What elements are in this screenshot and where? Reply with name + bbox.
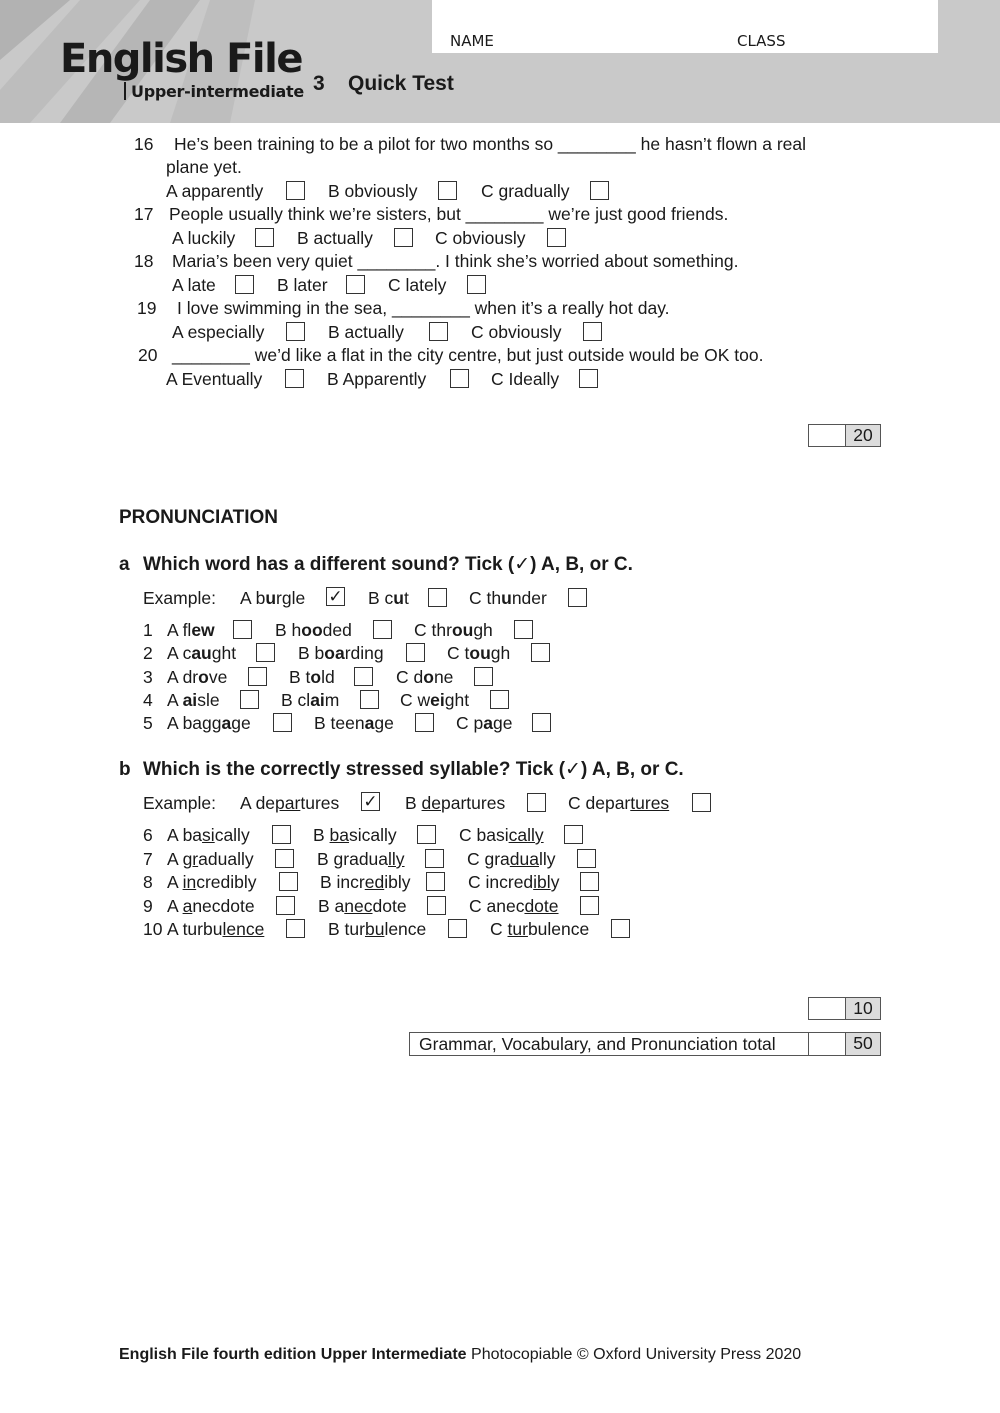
answer-checkbox[interactable]	[255, 228, 274, 247]
item-number: 7	[143, 849, 153, 869]
level-label: Upper-intermediate	[131, 82, 304, 101]
answer-checkbox[interactable]	[448, 919, 467, 938]
option-c: C turbulence	[490, 919, 590, 939]
answer-checkbox[interactable]	[286, 322, 305, 341]
item-number: 8	[143, 872, 153, 892]
answer-checkbox[interactable]	[564, 825, 583, 844]
option-b: B hooded	[275, 620, 352, 640]
option-b: B teenage	[314, 713, 394, 733]
option-label: B later	[277, 275, 328, 295]
question-number: 20	[138, 345, 158, 365]
total-score-box	[808, 1032, 881, 1056]
score-max: 20	[846, 425, 880, 446]
answer-checkbox[interactable]	[579, 369, 598, 388]
example-label: Example:	[143, 588, 216, 608]
question-number: 17	[134, 204, 154, 224]
item-number: 5	[143, 713, 153, 733]
vocab-score-box	[808, 424, 881, 447]
page-footer: English File fourth edition Upper Intermediate Photocopiable © Oxford University Press 2020	[119, 1346, 802, 1363]
part-a-letter: a	[119, 554, 130, 575]
answer-checkbox[interactable]	[514, 620, 533, 639]
item-number: 2	[143, 643, 153, 663]
answer-checkbox[interactable]	[438, 181, 457, 200]
option-b: B anecdote	[318, 896, 407, 916]
answer-checkbox[interactable]	[373, 620, 392, 639]
item-number: 3	[143, 667, 153, 687]
question-text: He’s been training to be a pilot for two months so ________ he hasn’t flown a real	[174, 134, 807, 154]
answer-checkbox[interactable]	[272, 825, 291, 844]
example-option-a: A burgle	[240, 588, 306, 608]
question-text: ________ we’d like a flat in the city centre, but just outside would be OK too.	[172, 345, 764, 365]
item-number: 9	[143, 896, 153, 916]
answer-checkbox[interactable]	[286, 919, 305, 938]
example-label: Example:	[143, 793, 216, 813]
option-b: B turbulence	[328, 919, 427, 939]
option-c: C weight	[400, 690, 470, 710]
option-a: A flew	[167, 620, 215, 640]
option-b: B gradually	[317, 849, 405, 869]
answer-checkbox[interactable]	[233, 620, 252, 639]
example-checkbox[interactable]	[428, 588, 447, 607]
answer-checkbox[interactable]	[417, 825, 436, 844]
answer-checkbox[interactable]	[235, 275, 254, 294]
pronunciation-score-box	[808, 997, 881, 1020]
answer-checkbox[interactable]	[590, 181, 609, 200]
score-input-cell[interactable]	[809, 1033, 846, 1055]
option-b: B claim	[281, 690, 340, 710]
option-b: B boarding	[298, 643, 384, 663]
option-label: A especially	[172, 322, 265, 342]
example-checkbox[interactable]	[568, 588, 587, 607]
answer-checkbox[interactable]	[394, 228, 413, 247]
score-input-cell[interactable]	[809, 998, 846, 1019]
item-number: 1	[143, 620, 153, 640]
answer-checkbox[interactable]	[450, 369, 469, 388]
answer-checkbox[interactable]	[583, 322, 602, 341]
example-checkbox[interactable]	[692, 793, 711, 812]
item-number: 6	[143, 825, 153, 845]
option-label: A luckily	[172, 228, 236, 248]
question-text: plane yet.	[166, 157, 242, 177]
option-a: A caught	[167, 643, 237, 663]
example-option-c: C departures	[568, 793, 670, 813]
option-label: A apparently	[166, 181, 264, 201]
option-a: A incredibly	[167, 872, 257, 892]
option-b: B told	[289, 667, 335, 687]
answer-checkbox[interactable]	[531, 643, 550, 662]
answer-checkbox[interactable]	[240, 690, 259, 709]
example-option-a: A departures	[240, 793, 340, 813]
answer-checkbox[interactable]	[256, 643, 275, 662]
option-c: C through	[414, 620, 493, 640]
item-number: 4	[143, 690, 153, 710]
unit-number: 3	[313, 72, 325, 95]
answer-checkbox[interactable]	[248, 667, 267, 686]
test-title: Quick Test	[348, 72, 454, 95]
option-a: A basically	[167, 825, 250, 845]
score-max: 10	[846, 998, 880, 1019]
example-checkbox-ticked[interactable]: ✓	[361, 792, 380, 811]
option-c: C incredibly	[468, 872, 560, 892]
option-b: B incredibly	[320, 872, 411, 892]
name-field-label: NAME	[450, 32, 494, 50]
option-c: C anecdote	[469, 896, 559, 916]
answer-checkbox[interactable]	[611, 919, 630, 938]
option-label: B actually	[297, 228, 373, 248]
question-text: People usually think we’re sisters, but ________ we’re just good friends.	[169, 204, 729, 224]
option-label: B Apparently	[327, 369, 427, 389]
answer-checkbox[interactable]	[279, 872, 298, 891]
class-field-label: CLASS	[737, 32, 786, 50]
answer-checkbox[interactable]	[532, 713, 551, 732]
option-a: A turbulence	[167, 919, 265, 939]
score-input-cell[interactable]	[809, 425, 846, 446]
option-c: C basically	[459, 825, 544, 845]
option-c: C page	[456, 713, 513, 733]
answer-checkbox[interactable]	[354, 667, 373, 686]
answer-checkbox[interactable]	[360, 690, 379, 709]
answer-checkbox[interactable]	[285, 369, 304, 388]
answer-checkbox[interactable]	[406, 643, 425, 662]
name-class-box	[432, 0, 938, 53]
answer-checkbox[interactable]	[429, 322, 448, 341]
option-label: A late	[172, 275, 216, 295]
option-label: A Eventually	[166, 369, 263, 389]
option-a: A gradually	[167, 849, 254, 869]
question-number: 19	[137, 298, 157, 318]
part-b-letter: b	[119, 759, 131, 780]
logo-divider	[124, 82, 126, 100]
page-header	[0, 0, 1000, 123]
option-label: C obviously	[471, 322, 562, 342]
answer-checkbox[interactable]	[286, 181, 305, 200]
option-label: B actually	[328, 322, 404, 342]
answer-checkbox[interactable]	[346, 275, 365, 294]
answer-checkbox[interactable]	[276, 896, 295, 915]
option-label: C Ideally	[491, 369, 560, 389]
answer-checkbox[interactable]	[426, 872, 445, 891]
example-checkbox[interactable]	[527, 793, 546, 812]
example-checkbox-ticked[interactable]: ✓	[326, 587, 345, 606]
answer-checkbox[interactable]	[467, 275, 486, 294]
answer-checkbox[interactable]	[275, 849, 294, 868]
answer-checkbox[interactable]	[273, 713, 292, 732]
question-text: I love swimming in the sea, ________ when it’s a really hot day.	[177, 298, 670, 318]
answer-checkbox[interactable]	[490, 690, 509, 709]
question-number: 18	[134, 251, 154, 271]
total-label: Grammar, Vocabulary, and Pronunciation total	[409, 1032, 809, 1056]
answer-checkbox[interactable]	[580, 896, 599, 915]
answer-checkbox[interactable]	[580, 872, 599, 891]
answer-checkbox[interactable]	[547, 228, 566, 247]
answer-checkbox[interactable]	[474, 667, 493, 686]
brand-logo: English File	[60, 36, 302, 82]
question-number: 16	[134, 134, 154, 154]
option-label: C lately	[388, 275, 447, 295]
option-label: C gradually	[481, 181, 570, 201]
example-option-b: B cut	[368, 588, 409, 608]
answer-checkbox[interactable]	[577, 849, 596, 868]
example-option-c: C thunder	[469, 588, 547, 608]
option-label: B obviously	[328, 181, 418, 201]
answer-checkbox[interactable]	[425, 849, 444, 868]
option-c: C gradually	[467, 849, 556, 869]
item-number: 10	[143, 919, 163, 939]
option-c: C done	[396, 667, 454, 687]
question-text: Maria’s been very quiet ________. I think she’s worried about something.	[172, 251, 739, 271]
answer-checkbox[interactable]	[427, 896, 446, 915]
option-c: C tough	[447, 643, 511, 663]
option-a: A baggage	[167, 713, 251, 733]
option-label: C obviously	[435, 228, 526, 248]
option-a: A aisle	[167, 690, 220, 710]
option-a: A anecdote	[167, 896, 255, 916]
part-b-instruction: Which is the correctly stressed syllable? Tick (✓) A, B, or C.	[143, 759, 684, 780]
score-max: 50	[846, 1033, 880, 1055]
section-title: PRONUNCIATION	[119, 507, 279, 528]
option-a: A drove	[167, 667, 228, 687]
option-b: B basically	[313, 825, 397, 845]
part-a-instruction: Which word has a different sound? Tick (✓) A, B, or C.	[143, 554, 633, 575]
example-option-b: B departures	[405, 793, 506, 813]
answer-checkbox[interactable]	[415, 713, 434, 732]
